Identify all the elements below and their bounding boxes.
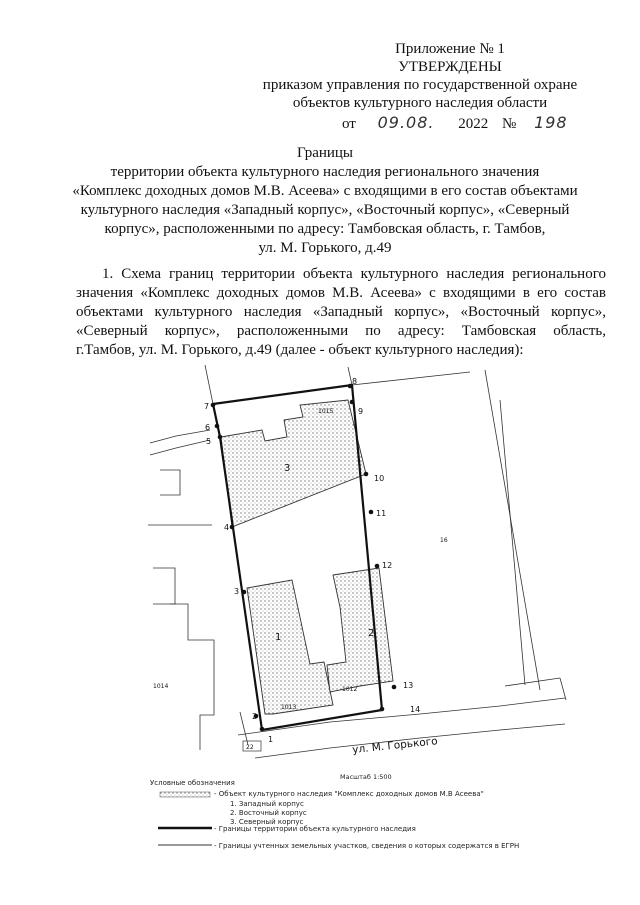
handwritten-number: 198	[534, 113, 568, 132]
legend-item-east-wing: 2. Восточный корпус	[230, 809, 307, 817]
number-label: №	[502, 116, 517, 132]
paragraph-line-4: «Северный корпус», расположенными по адресу: Тамбовская область,	[76, 323, 606, 339]
point-label-8: 8	[352, 377, 358, 386]
legend-symbols	[158, 792, 212, 845]
building-north	[221, 400, 366, 527]
order-line-1: приказом управления по государственной охране	[262, 77, 578, 93]
paragraph-line-3: объектами культурного наследия «Западный корпус», «Восточный корпус»,	[76, 304, 606, 320]
title-line-5: корпус», расположенными по адресу: Тамбовская область, г. Тамбов,	[104, 221, 546, 237]
building-east	[327, 568, 393, 692]
building-west	[247, 580, 333, 714]
legend-item-territory-boundary: - Границы территории объекта культурного наследия	[214, 825, 416, 833]
order-year: 2022	[458, 116, 489, 132]
parcel-label-16: 16	[440, 537, 448, 544]
street-label: ул. М. Горького	[351, 735, 439, 757]
legend-item-heritage-object: - Объект культурного наследия "Комплекс доходных домов М.В Асеева"	[214, 790, 484, 798]
point-label-6: 6	[205, 423, 211, 432]
title-line-2: территории объекта культурного наследия регионального значения	[110, 164, 540, 180]
legend-item-north-wing: 3. Северный корпус	[230, 818, 304, 826]
title-line-3: «Комплекс доходных домов М.В. Асеева» с входящими в его состав объектами	[72, 183, 578, 199]
from-label: от	[342, 116, 356, 132]
point-label-13: 13	[403, 681, 414, 690]
building-label-1: 1	[275, 632, 282, 643]
point-label-14: 14	[410, 705, 421, 714]
point-label-3: 3	[234, 587, 240, 596]
point-label-5: 5	[206, 437, 212, 446]
building-label-2: 2	[368, 628, 375, 639]
point-label-11: 11	[376, 509, 387, 518]
building-label-3: 3	[284, 463, 291, 474]
point-label-2: 2	[252, 712, 258, 721]
point-label-4: 4	[224, 523, 230, 532]
parcel-label-1014: 1014	[153, 683, 169, 690]
legend-title: Условные обозначения	[150, 779, 235, 787]
point-label-9: 9	[358, 407, 364, 416]
map-scale: Масштаб 1:500	[340, 773, 392, 781]
point-label-10: 10	[374, 474, 385, 483]
parcel-label-1013: 1013	[281, 704, 297, 711]
paragraph-line-1: 1. Схема границ территории объекта культурного наследия регионального	[102, 266, 606, 282]
title-line-1: Границы	[296, 145, 354, 161]
title-line-4: культурного наследия «Западный корпус», «Восточный корпус», «Северный	[80, 202, 570, 218]
handwritten-date: 09.08.	[377, 113, 435, 132]
point-label-1: 1	[268, 735, 274, 744]
parcel-label-1015: 1015	[318, 408, 334, 415]
title-line-6: ул. М. Горького, д.49	[258, 240, 392, 256]
paragraph-line-5: г.Тамбов, ул. М. Горького, д.49 (далее - объект культурного наследия):	[76, 342, 524, 358]
legend-item-west-wing: 1. Западный корпус	[230, 800, 304, 808]
point-label-7: 7	[204, 402, 210, 411]
parcel-label-22: 22	[246, 744, 254, 751]
paragraph-line-2: значения «Комплекс доходных домов М.В. Асеева» с входящими в его состав	[76, 285, 606, 301]
point-label-12: 12	[382, 561, 393, 570]
parcel-label-1012: 1012	[342, 686, 358, 693]
legend-item-egrn-parcels: - Границы учтенных земельных участков, сведения о которых содержатся в ЕГРН	[214, 842, 520, 850]
order-line-2: объектов культурного наследия области	[292, 95, 548, 111]
approved-label: УТВЕРЖДЕНЫ	[398, 59, 502, 75]
appendix-label: Приложение № 1	[395, 41, 505, 57]
